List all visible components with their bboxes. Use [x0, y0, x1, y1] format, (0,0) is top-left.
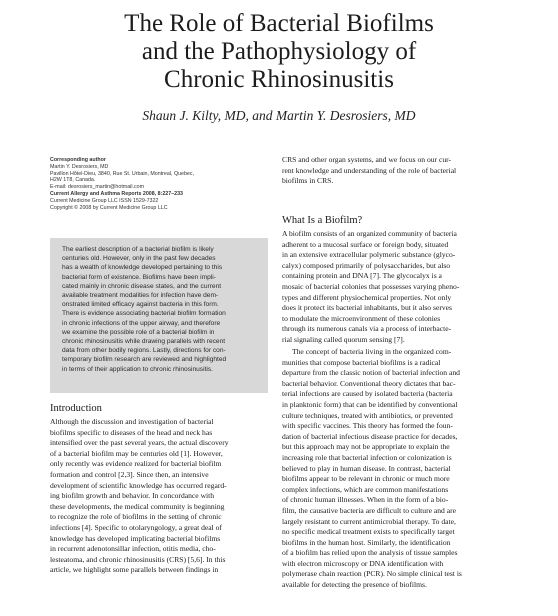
article-title: [0, 10, 558, 94]
body-text-line: calyx) composed primarily of polysaccharides, but also: [282, 260, 451, 270]
body-text-line: types and different physiochemical properties. Not only: [282, 292, 452, 302]
correspondence-line: H2W 1T8, Canada.: [50, 177, 96, 184]
body-text-line: article, we highlight some parallels between findings in: [50, 565, 219, 575]
abstract-box: [50, 238, 268, 393]
body-text-line: departure from the classic notion of bacterial infection and: [282, 368, 460, 378]
biofilm-paragraph-1: [282, 229, 459, 346]
body-text-line: largely resistant to current antimicrobial therapy. To date,: [282, 516, 456, 526]
correspondence-line: Martin Y. Desrosiers, MD: [50, 163, 109, 170]
body-text-line: containing protein and DNA [7]. The glycocalyx is a: [282, 271, 442, 281]
body-text-line: in planktonic form) that can be identified by conventional: [282, 399, 458, 409]
body-text-line: polymerase chain reaction (PCR). No simple clinical test is: [282, 569, 462, 579]
body-text-line: film, the causative bacteria are difficult to culture and are: [282, 505, 457, 515]
body-text-line: but this approach may not be appropriate to explain the: [282, 442, 450, 452]
body-text-line: intensified over the past several years, the actual discovery: [50, 438, 229, 448]
body-text-line: with electron microscopy or DNA identification with: [282, 558, 444, 568]
abstract-line: chronic rhinosinusitis while drawing parallels with recent: [62, 338, 226, 346]
body-text-line: munities that compose bacterial biofilms is a radical: [282, 357, 441, 367]
abstract-line: onstrated limited efficacy against bacteria in this form.: [62, 301, 219, 309]
body-text-line: only recently was evidence realized for bacterial biofilm: [50, 459, 222, 469]
abstract-line: data from other bodily regions. Lastly, directions for con-: [62, 347, 226, 355]
body-text-line: formation and control [2,3]. Since then, an intensive: [50, 469, 209, 479]
correspondence-line: Pavillon Hôtel-Dieu, 3840, Rue St. Urbain, Montreal, Quebec,: [50, 170, 194, 177]
body-text-line: to recognize the role of biofilms in the setting of chronic: [50, 512, 222, 522]
body-text-line: complex infections, which are common manifestations: [282, 484, 449, 494]
body-text-line: bacterial behavior. Conventional theory dictates that bac-: [282, 378, 456, 388]
introduction-continued: [282, 155, 456, 187]
body-text-line: no specific medical treatment exists to specifically target: [282, 527, 455, 537]
body-text-line: does it protect its bacterial inhabitants, but it also serves: [282, 303, 452, 313]
body-text-line: increasing role that bacterial infection or colonization is: [282, 452, 452, 462]
body-text-line: in an extensive extracellular polymeric substance (glyco-: [282, 250, 456, 260]
body-text-line: through its numerous canals via a process of interbacte-: [282, 324, 452, 334]
body-text-line: in recurrent adenotonsillar infection, otitis media, cho-: [50, 544, 216, 554]
title-line: and the Pathophysiology of: [141, 38, 417, 65]
abstract-line: The earliest description of a bacterial biofilm is likely: [62, 246, 214, 253]
body-text-line: lesteatoma, and chronic rhinosinusitis (CRS) [5,6]. In this: [50, 554, 226, 564]
body-text-line: A biofilm consists of an organized community of bacteria: [282, 229, 457, 238]
body-text-line: biofilms specific to diseases of the head and neck has: [50, 427, 213, 437]
author-line: Shaun J. Kilty, MD, and Martin Y. Desrosiers, MD: [142, 108, 416, 123]
body-text-line: biofilms appear to be relevant in chronic or much more: [282, 474, 450, 484]
body-text-line: biofilms in the human host. Similarly, the identification: [282, 537, 451, 547]
introduction-heading: Introduction: [50, 403, 102, 414]
body-text-line: adherent to a mucosal surface or foreign body, situated: [282, 239, 449, 249]
title-line: The Role of Bacterial Biofilms: [124, 10, 434, 37]
publisher-issn: Current Medicine Group LLC ISSN 1529-7322: [50, 197, 159, 204]
abstract-line: in terms of their application to chronic rhinosinusitis.: [62, 365, 213, 373]
abstract-line: we examine the possible role of a bacterial biofilm in: [62, 328, 215, 336]
body-text-line: rent knowledge and understanding of the role of bacterial: [282, 165, 457, 175]
abstract-line: There is evidence associating bacterial biofilm formation: [62, 310, 226, 318]
body-text-line: ing biofilm growth and behavior. In concordance with: [50, 491, 215, 501]
abstract-line: temporary biofilm research are reviewed and highlighted: [62, 356, 227, 364]
abstract-line: available treatment modalities for infection have dem-: [62, 292, 219, 300]
body-text-line: culture techniques, treated with antibiotics, or prevented: [282, 410, 453, 420]
body-text-line: of a biofilm has relied upon the analysis of tissue samples: [282, 548, 458, 558]
title-line: Chronic Rhinosinusitis: [164, 66, 394, 93]
abstract-line: bacterial form of existence. Biofilms have been impli-: [62, 273, 216, 281]
body-text-line: to modulate the microenvironment of these colonies: [282, 313, 441, 323]
abstract-line: centuries old. However, only in the past few decades: [62, 255, 216, 263]
body-text-line: dation of bacterial infectious disease practice for decades,: [282, 431, 458, 441]
body-text-line: with specific vaccines. This theory has formed the foun-: [282, 421, 453, 431]
body-text-line: infections [4]. Specific to otolaryngology, a great deal of: [50, 522, 222, 532]
body-text-line: believed to play in human disease. In contrast, bacterial: [282, 463, 451, 473]
abstract-line: cated mainly in chronic disease states, and the current: [62, 282, 222, 290]
correspondence-email: E-mail: desrosiers_martin@hotmail.com: [50, 184, 144, 191]
abstract-line: has a wealth of knowledge developed pertaining to this: [62, 264, 223, 272]
body-text-line: rial signaling called quorum sensing [7].: [282, 334, 405, 344]
body-text-line: The concept of bacteria living in the organized com-: [292, 347, 452, 356]
body-text-line: of chronic human illnesses. When in the form of a bio-: [282, 495, 449, 505]
body-text-line: terial infections are caused by isolated bacteria (bacteria: [282, 389, 453, 399]
body-text-line: mosaic of bacterial colonies that possesses varying pheno-: [282, 281, 460, 291]
body-text-line: these developments, the medical community is beginning: [50, 501, 225, 511]
correspondence-heading: Corresponding author: [50, 157, 106, 163]
biofilm-heading: What Is a Biofilm?: [282, 215, 363, 226]
body-text-line: biofilms in CRS.: [282, 176, 334, 186]
body-text-line: Although the discussion and investigation of bacterial: [50, 417, 214, 426]
body-text-line: development of scientific knowledge has occurred regard-: [50, 480, 227, 490]
introduction-body: [50, 417, 229, 576]
abstract-line: in chronic infections of the upper airway, and therefore: [62, 319, 221, 327]
correspondence-block: [50, 157, 250, 211]
body-text-line: knowledge has developed implicating bacterial biofilms: [50, 533, 221, 543]
body-text-line: available for detecting the presence of biofilms.: [282, 580, 427, 590]
body-text-line: of a bacterial biofilm may be centuries old [1]. However,: [50, 448, 223, 458]
journal-citation: Current Allergy and Asthma Reports 2008, 8:227–233: [50, 190, 183, 197]
biofilm-paragraph-2: [282, 347, 462, 591]
body-text-line: CRS and other organ systems, and we focus on our cur-: [282, 155, 452, 164]
copyright-notice: Copyright © 2008 by Current Medicine Group LLC: [50, 204, 168, 211]
